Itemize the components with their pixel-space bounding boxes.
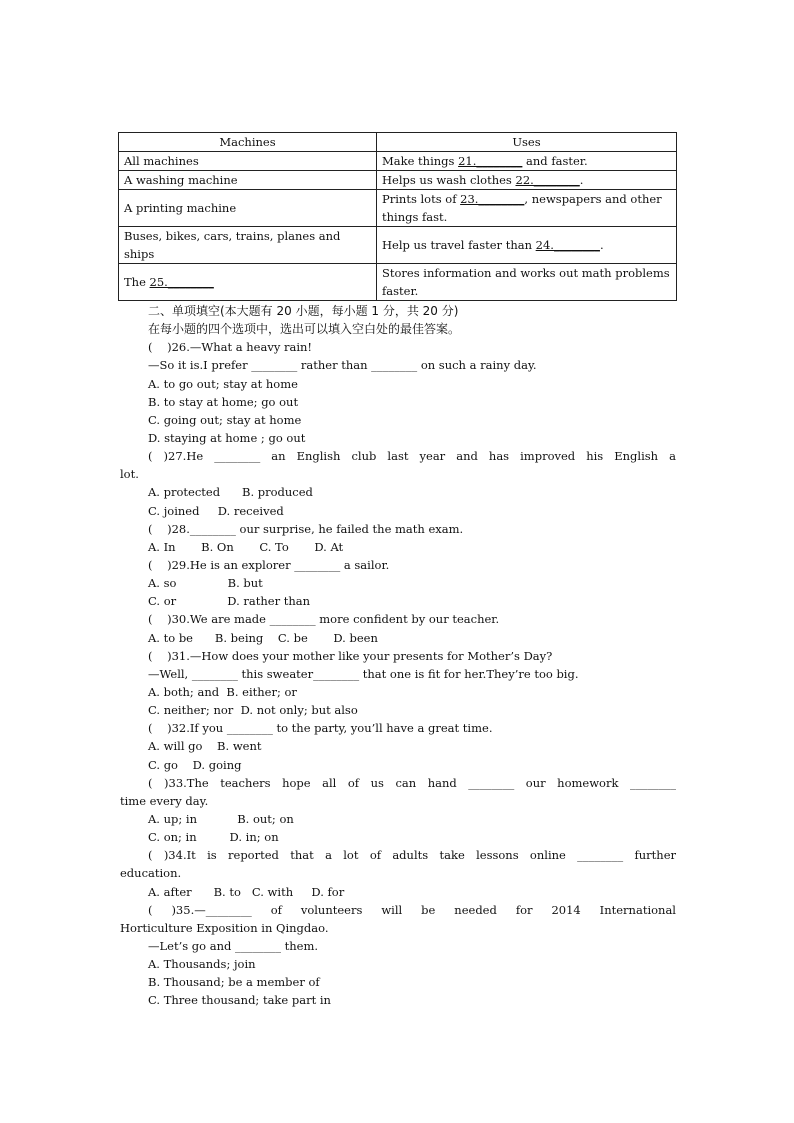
question-line: C. joined D. received (148, 503, 284, 518)
question-line: B. Thousand; be a member of (148, 975, 320, 990)
question-line: ( )34.It is reported that a lot of adults take lessons online ________ further (148, 848, 676, 863)
question-line: B. to stay at home; go out (148, 394, 299, 409)
header-uses: Uses (377, 133, 677, 152)
question-line: Horticulture Exposition in Qingdao. (120, 920, 329, 935)
use-cell: Prints lots of 23.________, newspapers and other things fast. (377, 190, 677, 227)
machine-cell: Buses, bikes, cars, trains, planes and ships (119, 227, 377, 264)
question-line: ( )28.________ our surprise, he failed the math exam. (148, 521, 464, 536)
question-line: education. (120, 866, 182, 881)
question-line: A. both; and B. either; or (148, 684, 297, 699)
question-line: ( )32.If you ________ to the party, you’ll have a great time. (148, 721, 493, 736)
multiple-choice-section (120, 302, 676, 1009)
question-line: ( )29.He is an explorer ________ a sailor. (148, 557, 390, 572)
question-line: ( )27.He ________ an English club last year and has improved his English a (148, 449, 676, 464)
use-cell: Helps us wash clothes 22.________. (377, 171, 677, 190)
answer-blank-25: 25.________ (149, 275, 214, 289)
answer-blank-21: 21.________ (458, 154, 523, 168)
table-row (119, 264, 677, 301)
question-line: A. after B. to C. with D. for (148, 884, 345, 899)
question-line: A. protected B. produced (148, 485, 313, 500)
machines-uses-table (118, 132, 677, 301)
question-line: C. on; in D. in; on (148, 830, 279, 845)
answer-blank-23: 23.________ (460, 192, 525, 206)
question-line: —Well, ________ this sweater________ that one is fit for her.They’re too big. (148, 666, 579, 681)
question-line: —So it is.I prefer ________ rather than ________ on such a rainy day. (148, 358, 537, 373)
machine-cell: A washing machine (119, 171, 377, 190)
question-line: C. Three thousand; take part in (148, 993, 331, 1008)
question-line: ( )30.We are made ________ more confident by our teacher. (148, 612, 500, 627)
table-header-row (119, 133, 677, 152)
question-line: A. will go B. went (148, 739, 262, 754)
table-row (119, 152, 677, 171)
use-cell: Stores information and works out math problems faster. (377, 264, 677, 301)
question-line: D. staying at home ; go out (148, 430, 306, 445)
table-row (119, 171, 677, 190)
answer-blank-24: 24.________ (535, 238, 600, 252)
question-line: —Let’s go and ________ them. (148, 938, 319, 953)
use-cell: Help us travel faster than 24.________. (377, 227, 677, 264)
use-cell: Make things 21.________ and faster. (377, 152, 677, 171)
machine-cell: The 25.________ (119, 264, 377, 301)
question-line: time every day. (120, 793, 209, 808)
question-list (120, 338, 676, 1009)
question-line: A. so B. but (148, 576, 263, 591)
table-row (119, 190, 677, 227)
question-line: ( )33.The teachers hope all of us can hand ________ our homework ________ (148, 775, 676, 790)
question-line: A. to be B. being C. be D. been (148, 630, 378, 645)
question-line: C. go D. going (148, 757, 242, 772)
answer-blank-22: 22.________ (515, 173, 580, 187)
question-line: lot. (120, 467, 139, 482)
question-line: ( )26.—What a heavy rain! (148, 340, 313, 355)
question-line: C. or D. rather than (148, 594, 311, 609)
question-line: C. neither; nor D. not only; but also (148, 703, 358, 718)
question-line: C. going out; stay at home (148, 412, 302, 427)
question-line: ( )31.—How does your mother like your presents for Mother’s Day? (148, 648, 553, 663)
machine-cell: All machines (119, 152, 377, 171)
question-line: A. In B. On C. To D. At (148, 539, 344, 554)
question-line: A. Thousands; join (148, 957, 256, 972)
section-heading: 二、单项填空(本大题有 20 小题，每小题 1 分，共 20 分) (148, 304, 459, 318)
header-machines: Machines (119, 133, 377, 152)
question-line: ( )35.—________ of volunteers will be needed for 2014 International (148, 902, 676, 917)
section-instruction: 在每小题的四个选项中，选出可以填入空白处的最佳答案。 (148, 322, 461, 337)
machine-cell: A printing machine (119, 190, 377, 227)
table-row (119, 227, 677, 264)
question-line: A. to go out; stay at home (148, 376, 298, 391)
question-line: A. up; in B. out; on (148, 811, 294, 826)
